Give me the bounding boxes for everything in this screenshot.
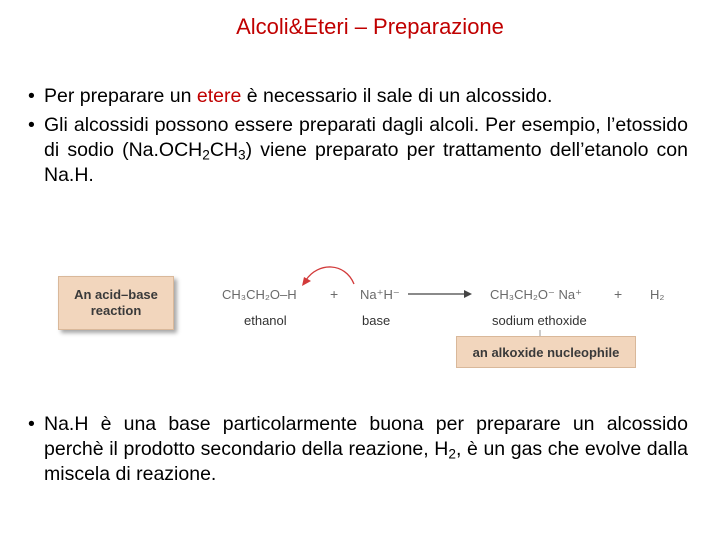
slide-title: Alcoli&Eteri – Preparazione	[236, 14, 504, 39]
bullet2-sub-a: 2	[202, 147, 210, 163]
base-formula: Na⁺H⁻	[360, 287, 400, 302]
bullet2-text-c: ) viene preparato per trattamento dell’etanolo con Na.H.	[44, 139, 688, 186]
bullet-dot: •	[28, 85, 35, 107]
bullet3-sub: 2	[448, 446, 456, 462]
bullet-dot: •	[28, 114, 35, 136]
ethanol-formula: CH₃CH₂O–H	[222, 287, 297, 302]
alkoxide-nucleophile-label: an alkoxide nucleophile	[456, 336, 636, 368]
product-formula: CH₃CH₂O⁻ Na⁺	[490, 287, 582, 302]
bullet-item-nah	[28, 412, 688, 487]
ethanol-name: ethanol	[244, 313, 287, 328]
hydrogen-formula: H₂	[650, 287, 665, 302]
acid-base-reaction-label: An acid–base reaction	[58, 276, 174, 330]
sodium-ethoxide-name: sodium ethoxide	[492, 313, 587, 328]
bullet3-text-a: Na.H è una base particolarmente buona per preparare un alcossido perchè il prodotto secondario della reazione, H	[44, 413, 688, 460]
bullet-dot: •	[28, 413, 35, 435]
bullet-item-alkoxides	[28, 113, 688, 188]
bullet-list-top	[28, 84, 688, 192]
bullet3-text-b: , è un gas che evolve dalla miscela di reazione.	[44, 438, 688, 485]
plus-sign: +	[614, 286, 623, 302]
bullet1-text-b: è necessario il sale di un alcossido.	[246, 85, 553, 107]
plus-sign: +	[330, 286, 339, 302]
bullet2-text-b: CH	[209, 139, 239, 161]
bullet2-text-a: Gli alcossidi possono essere preparati dagli alcoli. Per esempio, l’etossido di sodio (Na.OCH	[44, 114, 688, 161]
bullet1-text-a: Per preparare un	[44, 85, 192, 107]
bullet2-sub-b: 3	[238, 147, 246, 163]
bullet1-highlight: etere	[196, 85, 242, 107]
bullet-list-bottom	[28, 412, 688, 491]
bullet-item-ether	[28, 84, 688, 109]
base-name: base	[362, 313, 391, 328]
